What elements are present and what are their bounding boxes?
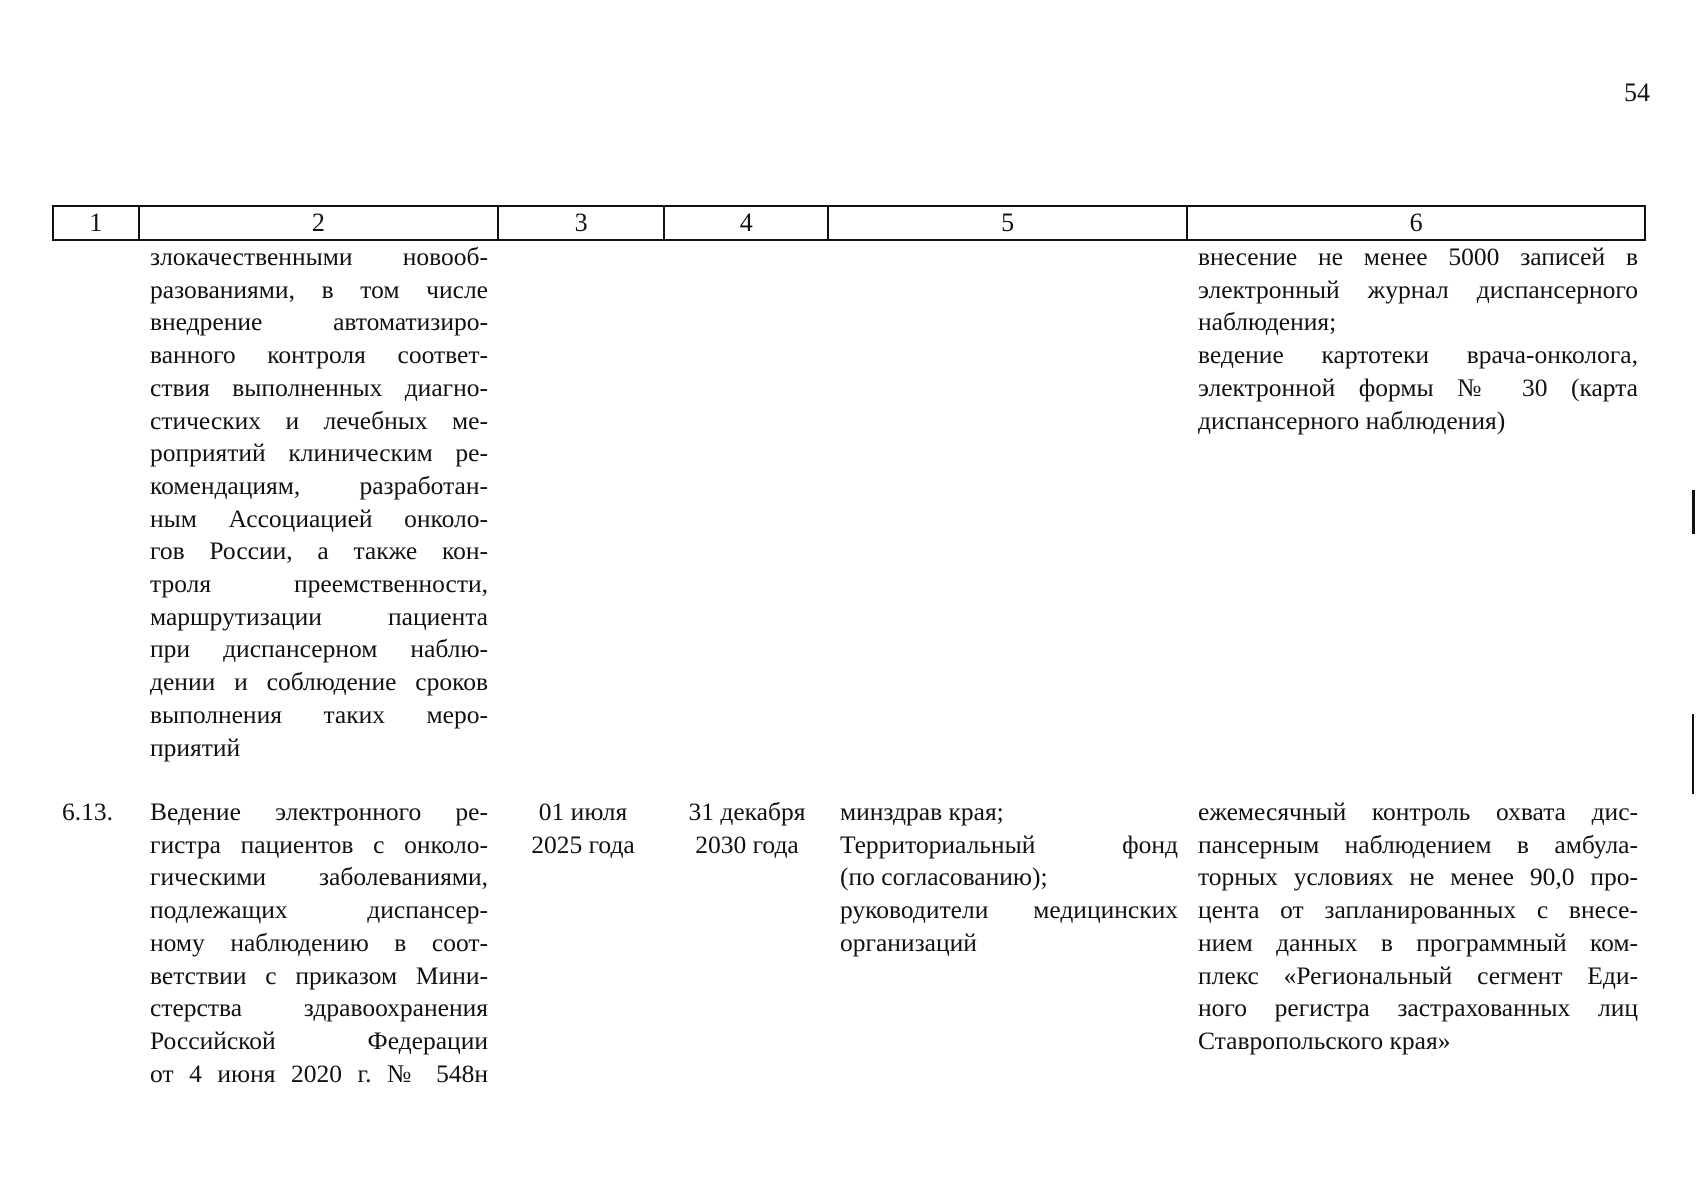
text-line: стических и лечебных ме- — [150, 405, 488, 435]
text-line: (по согласованию); — [840, 862, 1048, 892]
header-col-4: 4 — [665, 207, 829, 239]
text-line: Территориальный фонд — [840, 829, 1178, 859]
row-number: 6.13. — [62, 797, 113, 826]
text-line: комендациям, разработан- — [150, 470, 488, 500]
text-line: минздрав края; — [840, 797, 1004, 826]
text-line: ежемесячный контроль охвата дис- — [1198, 797, 1638, 826]
text-line: электронный журнал диспансерного — [1198, 274, 1638, 304]
continuation-col6-text — [1198, 241, 1638, 437]
text-line: внедрение автоматизиро- — [150, 307, 488, 337]
row-613-col2-text — [150, 796, 488, 1090]
text-line: нием данных в программный ком- — [1198, 927, 1638, 957]
scan-margin-mark — [1692, 714, 1694, 794]
text-line: ветствии с приказом Мини- — [150, 960, 488, 990]
header-col-6: 6 — [1409, 208, 1423, 237]
row-613-col5-text — [840, 796, 1178, 960]
continuation-col2-text — [150, 241, 488, 764]
text-line: от 4 июня 2020 г. № 548н — [150, 1058, 488, 1088]
text-line: диспансерного наблюдения) — [1198, 405, 1506, 435]
text-line: пансерным наблюдением в амбула- — [1198, 829, 1638, 859]
header-col-5: 5 — [829, 207, 1188, 239]
text-line: маршрутизации пациента — [150, 601, 488, 631]
scan-margin-mark — [1692, 490, 1695, 534]
text-line: выполнения таких меро- — [150, 699, 488, 729]
header-col-1: 1 — [54, 207, 140, 239]
row-613-start-date — [512, 796, 654, 861]
header-col-3: 3 — [499, 207, 666, 239]
text-line: приятий — [150, 732, 241, 762]
text-line: 2025 года — [531, 829, 635, 859]
text-line: дении и соблюдение сроков — [150, 667, 488, 697]
text-line: подлежащих диспансер- — [150, 895, 488, 925]
text-line: роприятий клиническим ре- — [150, 438, 488, 468]
text-line: Ставропольского края» — [1198, 1025, 1451, 1055]
text-line: ствия выполненных диагно- — [150, 372, 488, 402]
text-line: 2030 года — [695, 829, 799, 859]
text-line: Российской Федерации — [150, 1025, 488, 1055]
text-line: цента от запланированных с внесе- — [1198, 895, 1638, 925]
text-line: 01 июля — [538, 797, 628, 826]
text-line: Ведение электронного ре- — [150, 797, 488, 826]
text-line: гическими заболеваниями, — [150, 862, 488, 892]
text-line: внесение не менее 5000 записей в — [1198, 242, 1638, 271]
text-line: злокачественными новооб- — [150, 242, 488, 271]
page-number: 54 — [1624, 78, 1650, 107]
text-line: наблюдения; — [1198, 307, 1337, 337]
text-line: при диспансерном наблю- — [150, 634, 488, 664]
text-line: организаций — [840, 927, 977, 957]
text-line: плекс «Региональный сегмент Еди- — [1198, 960, 1638, 990]
text-line: ным Ассоциацией онколо- — [150, 503, 488, 533]
header-col-2: 2 — [140, 207, 499, 239]
text-line: ного регистра застрахованных лиц — [1198, 993, 1638, 1023]
table-header-row — [52, 205, 1646, 241]
text-line: троля преемственности, — [150, 569, 488, 599]
text-line: ному наблюдению в соот- — [150, 927, 488, 957]
row-613-end-date — [672, 796, 822, 861]
text-line: гов России, а также кон- — [150, 536, 488, 566]
text-line: торных условиях не менее 90,0 про- — [1198, 862, 1638, 892]
text-line: ведение картотеки врача-онколога, — [1198, 340, 1638, 370]
text-line: стерства здравоохранения — [150, 993, 488, 1023]
text-line: разованиями, в том числе — [150, 274, 488, 304]
text-line: руководители медицинских — [840, 895, 1178, 925]
row-613-col6-text — [1198, 796, 1638, 1058]
text-line: ванного контроля соответ- — [150, 340, 488, 370]
text-line: электронной формы № 30 (карта — [1198, 372, 1638, 402]
text-line: гистра пациентов с онколо- — [150, 829, 488, 859]
text-line: 31 декабря — [688, 797, 806, 826]
